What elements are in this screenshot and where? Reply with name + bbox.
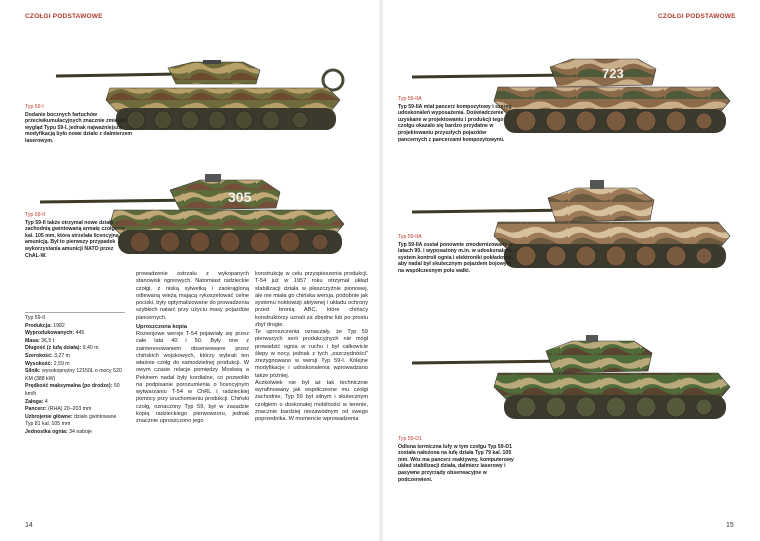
caption-text: Typ 59-IIA został ponownie zmodernizowany w latach 90. i wyposażony m.in. w udoskonalony system kontroli ognia i elektroniki pokładowej, aby nadal był skutecznym pojazdem bojowym na współczesnym polu walki.	[398, 241, 514, 274]
spec-row: Masa: 36,5 t	[25, 337, 55, 344]
caption-text: Odlona termiczna lufy w tym czołgu Typ 59-D1 została nałożona na lufę działa Typ 79 kal. 105 mm. Wóz ma pancerz reaktywny, komputerowy układ stabilizacji działa, dalmierz laserowy i pasywne przyrządy obserwacyjne w podczerwieni.	[398, 443, 514, 483]
spec-row: Szerokość: 3,27 m	[25, 352, 70, 359]
subheading: Uproszczona kopia	[136, 323, 187, 330]
spec-row: Uzbrojenie główne: działo gwintowane Typ 81 kal. 105 mm	[25, 413, 117, 428]
book-gutter	[378, 0, 384, 541]
paragraph: Aczkolwiek nie był aż tak technicznie wyrafinowany jak współczesne mu czołgi zachodnie, Typ 59 był silnym i skutecznym czołgiem o doskonałej mobilności w terenie, znacznie bardziej niezawodnym od swego poprzednika. W momencie wprowadzenia	[255, 379, 368, 422]
tank-number-723: 723	[602, 66, 624, 81]
caption-typ-59-i	[25, 104, 143, 145]
caption-text: Dodanie bocznych fartuchów przeciwkumulacyjnych znacznie zmieniło wygląd Typu 59-I, jednak najważniejszą modyfikacją było nowe działo z dalmierzem laserowym.	[25, 111, 132, 144]
spec-row: Długość (z lufą działa): 9,40 m	[25, 345, 99, 352]
specs-table	[25, 312, 125, 437]
caption-title: Typ 59-I	[25, 104, 44, 110]
caption-title: Typ 59-IIA	[398, 234, 422, 240]
left-page-number: 14	[25, 522, 33, 529]
caption-title: Typ 59-IIA	[398, 96, 422, 102]
specs-title: Typ 59-II	[25, 315, 46, 321]
right-page-number: 15	[726, 522, 734, 529]
caption-typ-59-iia-a	[398, 96, 516, 143]
text-column-2	[255, 271, 368, 423]
left-page-header: CZOŁGI PODSTAWOWE	[25, 13, 103, 20]
spec-row: Pancerz: (RHA) 20–203 mm	[25, 406, 92, 413]
spec-row: Produkcja: 1982	[25, 322, 65, 329]
caption-typ-59-ii	[25, 212, 125, 259]
tank-number-305: 305	[228, 189, 252, 205]
caption-typ-59-d1	[398, 436, 516, 483]
tank-illustration-typ-59-d1	[400, 335, 745, 425]
spec-row: Silnik: wysokoprężny 12150L o mocy 520 KM (388 kW)	[25, 368, 122, 382]
caption-title: Typ 59-D1	[398, 436, 422, 442]
spec-row: Wyprodukowanych: 445	[25, 330, 85, 337]
spec-row: Prędkość maksymalna (po drodze): 50 km/h	[25, 383, 120, 397]
caption-title: Typ 59-II	[25, 212, 46, 218]
spec-row: Jednostka ognia: 34 naboje	[25, 428, 92, 435]
paragraph: Te uproszczenia oznaczały, że Typ 59 pierwszych serii produkcyjnych nie mógł prowadzić ognia w ruchu i był całkowicie ślepy w nocy, jednak z tych „oszczędności" zrezygnowano w wersji Typ 59-I. Kolejne modyfikacje i udoskonalenia wprowadzano także później.	[255, 329, 368, 379]
spec-row: Załoga: 4	[25, 398, 48, 405]
caption-text: Typ 59-II także otrzymał nowe działo – zachodnią gwintowaną armatę czołgową kal. 105 mm, która strzelała licencyjną amunicją. Był to pierwszy przypadek wykorzystania amunicji NATO przez ChAL-W.	[25, 219, 125, 259]
spec-row: Wysokość: 2,59 m	[25, 360, 70, 367]
text-column-1	[136, 271, 249, 425]
caption-text: Typ 59-IIA miał pancerz kompozytowy i szereg udoskonaleń wyposażenia. Doświadczenie uzyskane w projektowaniu i produkcji tego czołgu okazało się bardzo przydatne w projektowaniu przyszłych pojazdów pancernych z pancerzami kompozytowymi.	[398, 103, 512, 143]
right-page-header: CZOŁGI PODSTAWOWE	[658, 13, 736, 20]
paragraph: prowadzenie ostrzału z wykopanych stanowisk ogniowych. Natomiast radzieckie czołgi, z niską sylwetką i zaokrągloną odlewaną wieżą mającą rykoszetować celne pociski, były optymalizowane do prowadzenia szybkich natarć przy użyciu masy pojazdów pancernych.	[136, 271, 249, 321]
paragraph: konstrukcję w celu przyspieszenia produkcji. T-54 już w 1957 roku otrzymał układ stabilizacji działa w płaszczyźnie pionowej, ale nie miała go chińska wersja, podobnie jak systemu noktowizji aktywnej i układu ochrony przed bronią ABC, które chińscy konstruktorzy uznali za zbędne lub po prostu zbyt drogie.	[255, 271, 368, 328]
paragraph: Rozwojowe wersje T-54 pojawiały się przez całe lata 40 i 50. Były one z zainteresowaniem obserwowane przez chińskich wojskowych, którzy wybrali ten właśnie czołg do samodzielnej produkcji. W owym czasie relacje pomiędzy Moskwą a Pekinem nadal były kordialne, co pozwoliło na podpisanie porozumienia o licencyjnym wytwarzaniu T-54 w ChRL i radzieckiej pomocy przy uruchomieniu produkcji. Chiński czołg, oznaczony Typ 59, był w zasadzie kopią radzieckiego pierwowzoru, jednak znacznie uproszczono jego	[136, 331, 249, 424]
caption-typ-59-iia-b	[398, 234, 516, 275]
